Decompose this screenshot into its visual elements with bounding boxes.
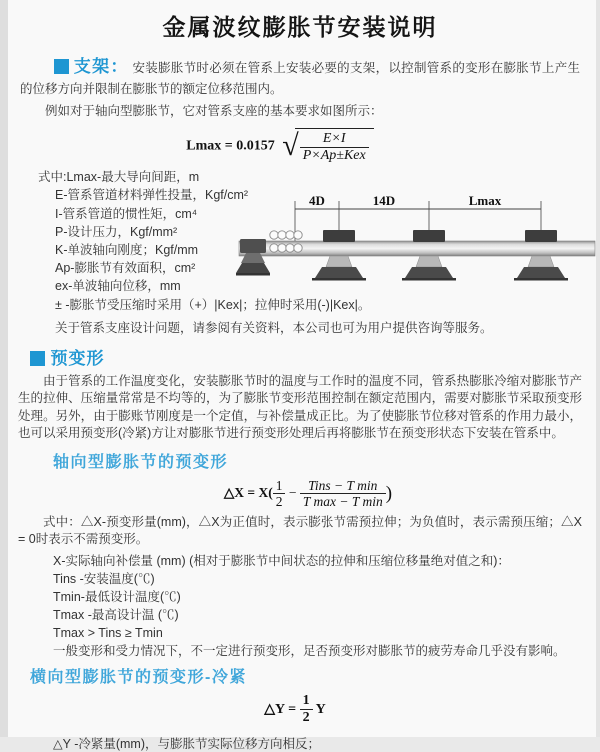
minus-sign: − [288,484,297,500]
definition-item: Tmax -最高设计温 (℃) [53,607,179,622]
consult-line: 关于管系支座设计问题，请参阅有关资料，本公司也可为用户提供咨询等服务。 [55,320,493,335]
delta-x-lhs: △X = X( [223,484,273,500]
delta-x-explain: 式中：△X-预变形量(mm)，△X为正值时，表示膨张节需预拉伸；为负值时，表示需预压缩；△X = 0时表示不需预变形。 [18,514,582,546]
delta-y-lhs: △Y = [264,701,297,717]
definition-item: 一般变形和受力情况下，不一定进行预变形，足否预变形对膨胀节的疲劳寿命几乎没有影响。 [53,643,566,658]
section-square-icon [54,59,69,74]
dim-label-lmax: Lmax [468,193,502,208]
lmax-formula [186,128,373,164]
definition-item: ex-单波轴向位移，mm [55,279,181,294]
definition-item: Tmin-最低设计温度(℃) [53,589,181,604]
delta-x-frac2-den: T max − T min [302,494,383,510]
predeform-section-heading-row [30,344,600,369]
definition-item: K-单波轴向刚度；Kgf/mm [55,243,199,257]
axial-subheading: 轴向型膨胀节的预变形 [53,453,229,471]
support-intro-paragraph [20,56,580,100]
definition-item: ± -膨胀节受压缩时采用（+）|Kex|；拉伸时采用(-)|Kex|。 [55,297,371,312]
delta-x-frac2-num: Tins − T min [300,478,386,495]
predeform-section-heading: 预变形 [50,348,105,368]
dim-label-14d: 14D [372,193,396,208]
pipe-support-diagram [238,192,596,296]
delta-x-frac1-den: 2 [275,494,283,510]
predeform-paragraph: 由于管系的工作温度变化，安装膨胀节时的温度与工作时的温度不同，管系热膨胀冷缩对膨胀节产生的拉伸、压缩量常常是不均等的，为了膨胀节变形范围控制在额定范围内，需要对膨胀节采取预变形处理。另外，由于膨账节刚度是一个定值，与补偿量成正比。为了使膨胀节位移对管系的作用力最小，也可以采用预变形(冷紧)方让对膨胀节进行预变形处理后再将膨胀节在预变形状态下安装在管系中。 [18,373,582,441]
definition-item: I-管系管道的惯性矩，cm⁴ [55,206,198,221]
section-square-icon [30,351,45,366]
lateral-subheading: 横向型膨胀节的预变形-冷紧 [30,668,247,686]
support-example-line: 例如对于轴向型膨胀节，它对管系支座的基本要求如图所示： [45,104,383,118]
definition-item: X-实际轴向补偿量 (mm) (相对于膨胀节中间状态的拉伸和压缩位移量绝对值之和)： [53,553,510,568]
delta-y-formula [264,693,325,726]
definition-item: Tmax > Tins ≥ Tmin [53,625,163,640]
definition-item: Tins -安装温度(℃) [53,571,155,586]
delta-x-formula [224,478,392,510]
support-intro-text: 安装膨胀节时必须在管系上安装必要的支架，以控制管系的变形在膨胀节上产生的位移方向并限制在膨胀节的额定位移范围内。 [20,61,580,96]
axial-definitions-list [53,552,600,660]
definition-item: 式中:Lmax-最大导向间距，m [38,170,200,185]
radical-sign: √ [282,129,299,163]
lmax-formula-numerator: E×I [300,131,369,148]
delta-x-frac1-num: 1 [273,478,286,495]
anchor-support [236,239,270,276]
lmax-formula-lhs: Lmax = 0.0157 [186,138,275,154]
closing-paren: ) [385,482,393,504]
page-left-edge [0,0,8,737]
page-right-edge [596,0,600,737]
definition-item: P-设计压力，Kgf/mm² [55,224,178,239]
delta-y-note: △Y -冷紧量(mm)，与膨胀节实际位移方向相反； [53,737,321,752]
radicand [295,128,374,164]
lmax-formula-denominator: P×Ap±Kex [302,148,366,164]
definition-item: Ap-膨胀节有效面积，cm² [55,261,196,276]
delta-y-den: 2 [302,709,310,725]
support-section-heading: 支架： [73,57,129,76]
dim-label-4d: 4D [309,193,325,208]
definition-item: E-管系管道材料弹性投量，Kgf/cm² [55,188,249,203]
page-title: 金属波纹膨胀节安装说明 [162,14,438,40]
delta-y-num: 1 [300,693,313,710]
delta-y-rhs: Y [315,701,326,717]
